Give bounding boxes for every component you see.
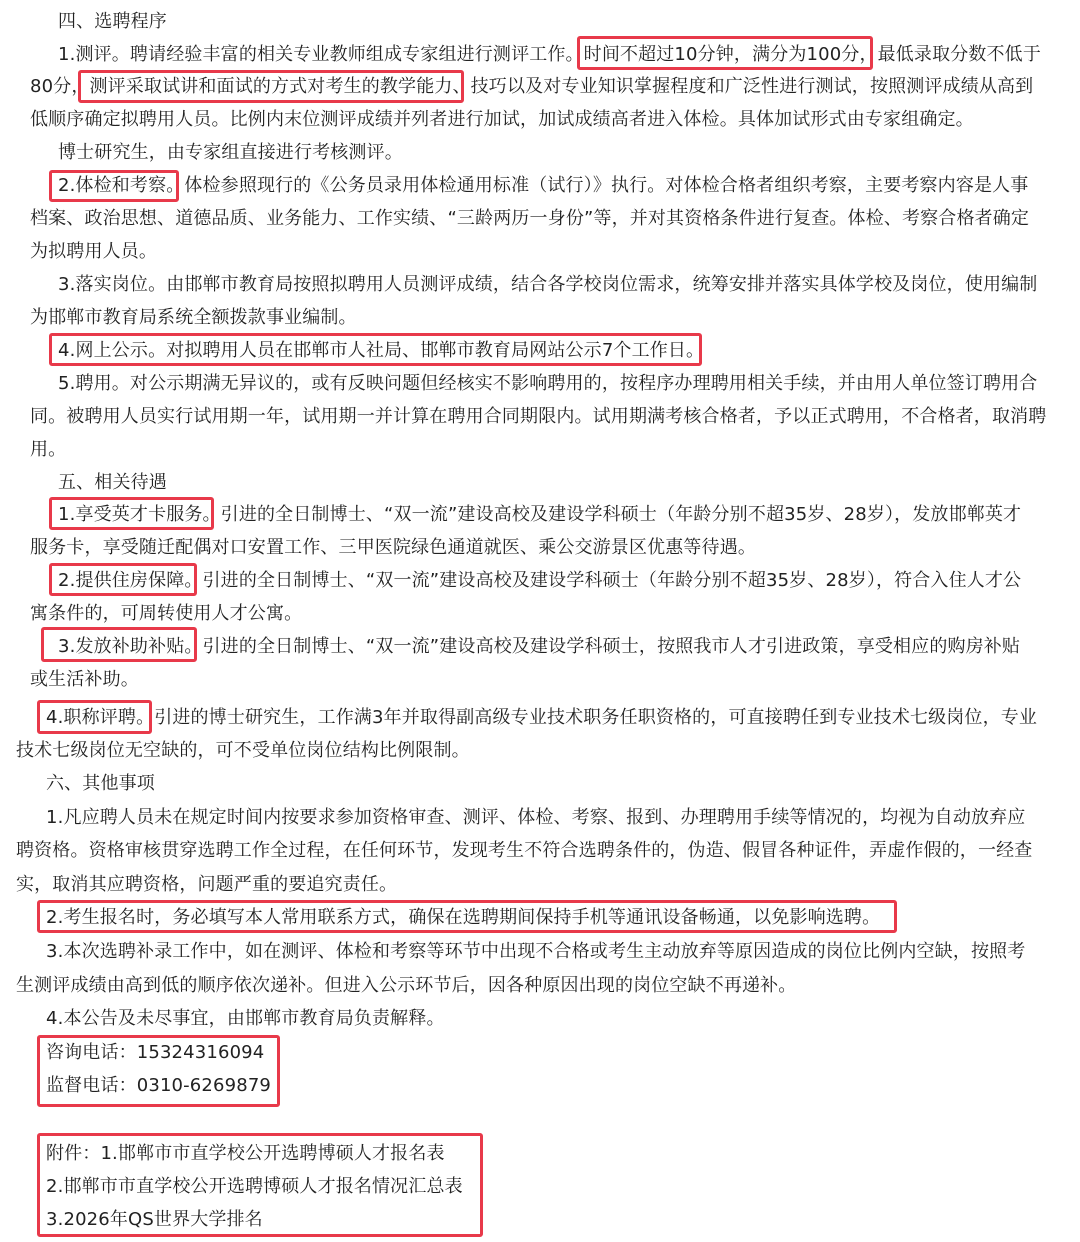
text-line: 附件：1.邯郸市市直学校公开选聘博硕人才报名表 (46, 1142, 445, 1164)
text-line: 技术七级岗位无空缺的，可不受单位岗位结构比例限制。 (16, 739, 470, 761)
text-line: 4.职称评聘。引进的博士研究生，工作满3年并取得副高级专业技术职务任职资格的，可直接聘任到专业技术七级岗位，专业 (46, 706, 1038, 728)
text-line: 档案、政治思想、道德品质、业务能力、工作实绩、“三龄两历一身份”等，并对其资格条件进行复查。体检、考察合格者确定 (30, 207, 1030, 229)
text-line: 2.考生报名时，务必填写本人常用联系方式，确保在选聘期间保持手机等通讯设备畅通，以免影响选聘。 (46, 906, 881, 928)
text-line: 1.享受英才卡服务。引进的全日制博士、“双一流”建设高校及建设学科硕士（年龄分别不超35岁、28岁），发放邯郸英才 (58, 503, 1022, 525)
text-line: 用。 (30, 438, 67, 460)
text-line: 2.体检和考察。体检参照现行的《公务员录用体检通用标准（试行）》执行。对体检合格者组织考察，主要考察内容是人事 (58, 174, 1029, 196)
text-line: 4.网上公示。对拟聘用人员在邯郸市人社局、邯郸市教育局网站公示7个工作日。 (58, 339, 705, 361)
text-line: 1.凡应聘人员未在规定时间内按要求参加资格审查、测评、体检、考察、报到、办理聘用手续等情况的，均视为自动放弃应 (46, 806, 1026, 828)
text-line: 4.本公告及未尽事宜，由邯郸市教育局负责解释。 (46, 1007, 445, 1029)
text-line: 同。被聘用人员实行试用期一年，试用期一并计算在聘用合同期限内。试用期满考核合格者，予以正式聘用，不合格者，取消聘 (30, 405, 1047, 427)
text-line: 六、其他事项 (46, 772, 155, 794)
text-line: 服务卡，享受随迁配偶对口安置工作、三甲医院绿色通道就医、乘公交游景区优惠等待遇。 (30, 536, 756, 558)
text-line: 实，取消其应聘资格，问题严重的要追究责任。 (16, 873, 398, 895)
text-line: 监督电话：0310-6269879 (46, 1074, 272, 1096)
text-line: 1.测评。聘请经验丰富的相关专业教师组成专家组进行测评工作。时间不超过10分钟，满分为100分，最低录取分数不低于 (58, 43, 1041, 65)
text-line: 3.2026年QS世界大学排名 (46, 1208, 263, 1230)
text-line: 五、相关待遇 (58, 471, 167, 493)
text-line: 低顺序确定拟聘用人员。比例内末位测评成绩并列者进行加试，加试成绩高者进入体检。具体加试形式由专家组确定。 (30, 108, 974, 130)
text-line: 3.发放补助补贴。引进的全日制博士、“双一流”建设高校及建设学科硕士，按照我市人才引进政策，享受相应的购房补贴 (58, 635, 1021, 657)
text-line: 2.邯郸市市直学校公开选聘博硕人才报名情况汇总表 (46, 1175, 463, 1197)
text-line: 80分，测评采取试讲和面试的方式对考生的教学能力、技巧以及对专业知识掌握程度和广泛性进行测试，按照测评成绩从高到 (30, 75, 1034, 97)
text-line: 5.聘用。对公示期满无异议的，或有反映问题但经核实不影响聘用的，按程序办理聘用相关手续，并由用人单位签订聘用合 (58, 372, 1038, 394)
text-line: 3.落实岗位。由邯郸市教育局按照拟聘用人员测评成绩，结合各学校岗位需求，统筹安排并落实具体学校及岗位，使用编制 (58, 273, 1038, 295)
text-line: 生测评成绩由高到低的顺序依次递补。但进入公示环节后，因各种原因出现的岗位空缺不再递补。 (16, 974, 797, 996)
text-line: 3.本次选聘补录工作中，如在测评、体检和考察等环节中出现不合格或考生主动放弃等原因造成的岗位比例内空缺，按照考 (46, 940, 1026, 962)
text-line: 为拟聘用人员。 (30, 240, 158, 262)
text-line: 聘资格。资格审核贯穿选聘工作全过程，在任何环节，发现考生不符合选聘条件的，伪造、假冒各种证件，弄虚作假的，一经查 (16, 839, 1033, 861)
text-line: 或生活补助。 (30, 668, 139, 690)
text-line: 为邯郸市教育局系统全额拨款事业编制。 (30, 306, 357, 328)
text-line: 2.提供住房保障。引进的全日制博士、“双一流”建设高校及建设学科硕士（年龄分别不超35岁、28岁），符合入住人才公 (58, 569, 1022, 591)
text-line: 咨询电话：15324316094 (46, 1041, 265, 1063)
text-line: 寓条件的，可周转使用人才公寓。 (30, 602, 303, 624)
text-line: 四、选聘程序 (58, 10, 167, 32)
text-line: 博士研究生，由专家组直接进行考核测评。 (58, 141, 403, 163)
